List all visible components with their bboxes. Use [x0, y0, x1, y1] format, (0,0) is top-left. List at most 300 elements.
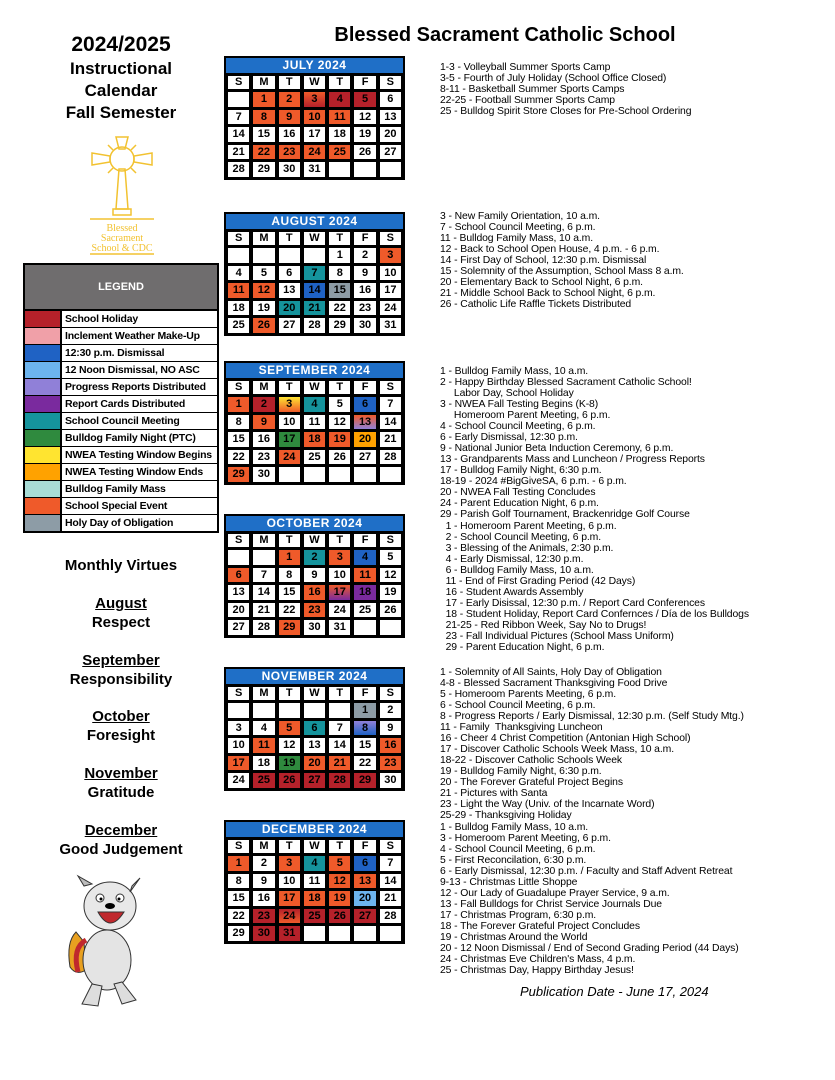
day-cell: 31 [279, 926, 300, 941]
day-cell: 17 [279, 432, 300, 447]
day-cell: 19 [329, 891, 350, 906]
day-cell: 12 [380, 568, 401, 583]
event-item: 14 - First Day of School, 12:30 p.m. Dismissal [440, 255, 647, 266]
day-cell: 30 [253, 467, 274, 482]
event-item: 17 - Bulldog Family Night, 6:30 p.m. [440, 465, 602, 476]
legend-item [25, 515, 217, 532]
month-events [440, 62, 691, 117]
day-cell: 7 [380, 856, 401, 871]
day-cell: 15 [354, 738, 375, 753]
weekday-header: M [253, 232, 274, 245]
day-cell: 27 [279, 318, 300, 333]
day-cell: 19 [279, 756, 300, 771]
day-cell: 22 [329, 301, 350, 316]
month-events [440, 822, 739, 976]
day-cell: 19 [329, 432, 350, 447]
weekday-header: M [253, 76, 274, 89]
event-item: 20 - 12 Noon Dismissal / End of Second Grading Period (44 Days) [440, 943, 739, 954]
empty-cell [380, 926, 401, 941]
legend-label: Bulldog Family Night (PTC) [62, 430, 217, 446]
day-cell: 29 [228, 467, 249, 482]
event-item: 5 - First Reconcilation, 6:30 p.m. [440, 855, 587, 866]
calendar-title-line: Fall Semester [65, 103, 177, 122]
weekday-header: F [354, 76, 375, 89]
calendar-title-line: Calendar [84, 81, 158, 100]
legend-swatch [25, 396, 60, 412]
legend-label: School Special Event [62, 498, 217, 514]
day-cell: 28 [253, 620, 274, 635]
virtue-name: Respect [91, 614, 151, 631]
virtue-name: Gratitude [87, 784, 155, 801]
legend-swatch [25, 430, 60, 446]
day-cell: 27 [380, 145, 401, 160]
day-cell: 23 [304, 603, 325, 618]
legend-label: 12:30 p.m. Dismissal [62, 345, 217, 361]
weekday-header: F [354, 687, 375, 700]
weekday-header: W [304, 76, 325, 89]
legend-label: NWEA Testing Window Ends [62, 464, 217, 480]
day-cell: 20 [279, 301, 300, 316]
weekday-header: W [304, 840, 325, 853]
day-cell: 2 [253, 856, 274, 871]
weekday-header: T [279, 687, 300, 700]
event-item: 21-25 - Red Ribbon Week, Say No to Drugs! [440, 620, 647, 631]
day-cell: 22 [279, 603, 300, 618]
svg-text:School & CDC: School & CDC [91, 243, 153, 254]
month-calendar [224, 56, 405, 180]
weekday-header: S [228, 76, 249, 89]
day-cell: 1 [228, 856, 249, 871]
weekday-header: M [253, 534, 274, 547]
event-item: 26 - Catholic Life Raffle Tickets Distributed [440, 299, 632, 310]
weekday-header: T [279, 534, 300, 547]
day-cell: 29 [354, 773, 375, 788]
day-cell: 20 [380, 127, 401, 142]
day-cell: 1 [329, 248, 350, 263]
weekday-header: T [329, 232, 350, 245]
day-cell: 18 [354, 585, 375, 600]
day-cell: 8 [329, 266, 350, 281]
day-cell: 21 [228, 145, 249, 160]
day-cell: 15 [228, 891, 249, 906]
event-item: 6 - Early Dismissal, 12:30 p.m. [440, 432, 578, 443]
day-cell: 3 [279, 856, 300, 871]
day-cell: 16 [304, 585, 325, 600]
day-cell: 29 [228, 926, 249, 941]
weekday-header: S [380, 534, 401, 547]
event-item: 5 - Homeroom Parents Meeting, 6 p.m. [440, 689, 616, 700]
weekday-header: T [329, 840, 350, 853]
event-item: 9 - National Junior Beta Induction Ceremony, 6 p.m. [440, 443, 674, 454]
day-cell: 11 [354, 568, 375, 583]
day-cell: 22 [228, 450, 249, 465]
month-title: JULY 2024 [226, 58, 403, 73]
day-cell: 5 [380, 550, 401, 565]
event-item: 25 - Christmas Day, Happy Birthday Jesus! [440, 965, 634, 976]
day-cell: 24 [329, 603, 350, 618]
event-item: 8-11 - Basketball Summer Sports Camps [440, 84, 625, 95]
weekday-header: F [354, 534, 375, 547]
empty-cell [380, 162, 401, 177]
day-cell: 18 [304, 432, 325, 447]
event-item: 11 - Family Thanksgiving Luncheon [440, 722, 603, 733]
month-events [440, 366, 705, 520]
legend-item [25, 413, 217, 430]
event-item: Labor Day, School Holiday [440, 388, 574, 399]
day-cell: 30 [304, 620, 325, 635]
legend-swatch [25, 311, 60, 327]
weekday-header: T [329, 687, 350, 700]
month-title: OCTOBER 2024 [226, 516, 403, 531]
legend-swatch [25, 515, 60, 531]
event-item: 29 - Parent Education Night, 6 p.m. [440, 642, 605, 653]
day-cell: 6 [380, 92, 401, 107]
empty-cell [279, 248, 300, 263]
event-item: 20 - The Forever Grateful Project Begins [440, 777, 623, 788]
event-item: 11 - Bulldog Family Mass, 10 a.m. [440, 233, 594, 244]
weekday-header: W [304, 534, 325, 547]
day-cell: 15 [228, 432, 249, 447]
day-cell: 25 [253, 773, 274, 788]
day-cell: 19 [354, 127, 375, 142]
day-cell: 17 [228, 756, 249, 771]
day-cell: 28 [304, 318, 325, 333]
event-item: 23 - Light the Way (Univ. of the Incarnate Word) [440, 799, 655, 810]
day-cell: 16 [253, 432, 274, 447]
event-item: 19 - Bulldog Family Night, 6:30 p.m. [440, 766, 602, 777]
event-item: 1 - Bulldog Family Mass, 10 a.m. [440, 366, 589, 377]
legend-swatch [25, 362, 60, 378]
day-cell: 9 [380, 721, 401, 736]
school-title: Blessed Sacrament Catholic School [334, 24, 676, 46]
day-cell: 20 [354, 891, 375, 906]
weekday-header: S [228, 687, 249, 700]
legend-item [25, 481, 217, 498]
day-cell: 31 [380, 318, 401, 333]
event-item: 19 - Christmas Around the World [440, 932, 588, 943]
day-cell: 25 [228, 318, 249, 333]
day-cell: 18 [329, 127, 350, 142]
day-cell: 5 [354, 92, 375, 107]
day-cell: 15 [279, 585, 300, 600]
day-cell: 4 [329, 92, 350, 107]
day-cell: 5 [329, 397, 350, 412]
weekday-header: W [304, 687, 325, 700]
day-cell: 23 [380, 756, 401, 771]
day-cell: 10 [228, 738, 249, 753]
legend-item [25, 447, 217, 464]
day-cell: 19 [380, 585, 401, 600]
day-cell: 5 [253, 266, 274, 281]
day-cell: 3 [228, 721, 249, 736]
event-item: 4 - Early Dismissal, 12:30 p.m. [440, 554, 584, 565]
legend-item [25, 379, 217, 396]
day-cell: 12 [253, 283, 274, 298]
event-item: 6 - Early Dismissal, 12:30 p.m. / Faculty and Staff Advent Retreat [440, 866, 733, 877]
day-cell: 14 [253, 585, 274, 600]
legend-item [25, 345, 217, 362]
day-cell: 3 [380, 248, 401, 263]
day-cell: 13 [228, 585, 249, 600]
day-cell: 17 [380, 283, 401, 298]
day-cell: 4 [253, 721, 274, 736]
day-cell: 6 [279, 266, 300, 281]
event-item: 13 - Fall Bulldogs for Christ Service Journals Due [440, 899, 662, 910]
day-cell: 8 [279, 568, 300, 583]
empty-cell [228, 92, 249, 107]
day-cell: 7 [253, 568, 274, 583]
event-item: 3 - New Family Orientation, 10 a.m. [440, 211, 600, 222]
event-item: 18 - Student Holiday, Report Card Confernces / Día de los Bulldogs [440, 609, 749, 620]
day-cell: 24 [279, 909, 300, 924]
day-cell: 1 [354, 703, 375, 718]
svg-text:Blessed: Blessed [106, 223, 138, 234]
empty-cell [304, 248, 325, 263]
day-cell: 9 [253, 874, 274, 889]
empty-cell [354, 467, 375, 482]
event-item: 8 - Progress Reports / Early Dismissal, 12:30 p.m. (Self Study Mtg.) [440, 711, 744, 722]
day-cell: 16 [279, 127, 300, 142]
empty-cell [253, 550, 274, 565]
month-calendar [224, 212, 405, 336]
empty-cell [354, 162, 375, 177]
day-cell: 1 [279, 550, 300, 565]
day-cell: 30 [253, 926, 274, 941]
bulldog-icon [62, 872, 152, 1012]
event-item: 25-29 - Thanksgiving Holiday [440, 810, 572, 821]
bulldog-mascot [62, 872, 152, 1012]
day-cell: 4 [304, 397, 325, 412]
weekday-header: T [329, 76, 350, 89]
event-item: 17 - Early Disissal, 12:30 p.m. / Report Card Conferences [440, 598, 705, 609]
weekday-header: F [354, 232, 375, 245]
weekday-header: T [279, 232, 300, 245]
day-cell: 23 [253, 909, 274, 924]
calendar-year: 2024/2025 [71, 33, 171, 56]
event-item: 15 - Solemnity of the Assumption, School Mass 8 a.m. [440, 266, 684, 277]
day-cell: 23 [253, 450, 274, 465]
virtue-month: November [84, 765, 158, 782]
day-cell: 31 [304, 162, 325, 177]
day-cell: 11 [304, 415, 325, 430]
day-cell: 9 [304, 568, 325, 583]
day-cell: 3 [304, 92, 325, 107]
empty-cell [329, 703, 350, 718]
day-cell: 28 [380, 909, 401, 924]
weekday-header: S [228, 232, 249, 245]
empty-cell [354, 620, 375, 635]
legend-swatch [25, 379, 60, 395]
day-cell: 7 [329, 721, 350, 736]
month-calendar [224, 820, 405, 944]
event-item: 12 - Back to School Open House, 4 p.m. - 6 p.m. [440, 244, 660, 255]
day-cell: 11 [304, 874, 325, 889]
day-cell: 14 [329, 738, 350, 753]
event-item: 22-25 - Football Summer Sports Camp [440, 95, 615, 106]
day-cell: 23 [354, 301, 375, 316]
legend-title: LEGEND [25, 265, 217, 311]
day-cell: 9 [253, 415, 274, 430]
empty-cell [380, 467, 401, 482]
legend-label: Progress Reports Distributed [62, 379, 217, 395]
weekday-header: S [228, 840, 249, 853]
legend-item [25, 328, 217, 345]
day-cell: 3 [279, 397, 300, 412]
weekday-header: S [380, 76, 401, 89]
day-cell: 7 [228, 110, 249, 125]
svg-text:Sacrament: Sacrament [100, 233, 144, 244]
day-cell: 11 [329, 110, 350, 125]
empty-cell [253, 703, 274, 718]
day-cell: 13 [304, 738, 325, 753]
day-cell: 25 [304, 909, 325, 924]
day-cell: 8 [253, 110, 274, 125]
legend-label: Inclement Weather Make-Up [62, 328, 217, 344]
legend-item [25, 311, 217, 328]
day-cell: 2 [279, 92, 300, 107]
day-cell: 9 [279, 110, 300, 125]
weekday-header: T [279, 840, 300, 853]
event-item: 3-5 - Fourth of July Holiday (School Office Closed) [440, 73, 667, 84]
month-title: SEPTEMBER 2024 [226, 363, 403, 378]
event-item: 18 - The Forever Grateful Project Concludes [440, 921, 640, 932]
day-cell: 21 [329, 756, 350, 771]
day-cell: 21 [304, 301, 325, 316]
event-item: 4 - School Council Meeting, 6 p.m. [440, 421, 596, 432]
day-cell: 13 [354, 874, 375, 889]
legend-item [25, 396, 217, 413]
weekday-header: M [253, 381, 274, 394]
event-item: 18-22 - Discover Catholic Schools Week [440, 755, 622, 766]
day-cell: 26 [354, 145, 375, 160]
event-item: 16 - Student Awards Assembly [440, 587, 584, 598]
event-item: 17 - Christmas Program, 6:30 p.m. [440, 910, 597, 921]
weekday-header: S [380, 381, 401, 394]
day-cell: 26 [279, 773, 300, 788]
event-item: 7 - School Council Meeting, 6 p.m. [440, 222, 596, 233]
event-item: 1 - Homeroom Parent Meeting, 6 p.m. [440, 521, 617, 532]
event-item: 3 - Blessing of the Animals, 2:30 p.m. [440, 543, 614, 554]
virtue-month: October [92, 708, 150, 725]
empty-cell [253, 248, 274, 263]
day-cell: 21 [253, 603, 274, 618]
day-cell: 30 [279, 162, 300, 177]
day-cell: 13 [279, 283, 300, 298]
weekday-header: F [354, 840, 375, 853]
virtues-title: Monthly Virtues [64, 557, 178, 574]
day-cell: 17 [304, 127, 325, 142]
day-cell: 16 [380, 738, 401, 753]
event-item: 2 - Happy Birthday Blessed Sacrament Catholic School! [440, 377, 692, 388]
day-cell: 28 [380, 450, 401, 465]
day-cell: 27 [354, 909, 375, 924]
weekday-header: M [253, 840, 274, 853]
virtue-name: Responsibility [69, 671, 173, 688]
day-cell: 7 [304, 266, 325, 281]
event-item: 17 - Discover Catholic Schools Week Mass, 10 a.m. [440, 744, 674, 755]
event-item: 18-19 - 2024 #BigGiveSA, 6 p.m. - 6 p.m. [440, 476, 627, 487]
legend-item [25, 362, 217, 379]
empty-cell [279, 703, 300, 718]
weekday-header: W [304, 232, 325, 245]
weekday-header: S [228, 381, 249, 394]
event-item: 25 - Bulldog Spirit Store Closes for Pre-School Ordering [440, 106, 692, 117]
weekday-header: S [380, 232, 401, 245]
event-item: 13 - Grandparents Mass and Luncheon / Progress Reports [440, 454, 705, 465]
day-cell: 26 [380, 603, 401, 618]
day-cell: 1 [228, 397, 249, 412]
day-cell: 22 [228, 909, 249, 924]
weekday-header: T [279, 76, 300, 89]
event-item: 21 - Pictures with Santa [440, 788, 548, 799]
day-cell: 24 [380, 301, 401, 316]
weekday-header: W [304, 381, 325, 394]
event-item: 1-3 - Volleyball Summer Sports Camp [440, 62, 611, 73]
day-cell: 25 [304, 450, 325, 465]
day-cell: 22 [253, 145, 274, 160]
day-cell: 10 [380, 266, 401, 281]
day-cell: 15 [329, 283, 350, 298]
event-item: 4 - School Council Meeting, 6 p.m. [440, 844, 596, 855]
day-cell: 24 [228, 773, 249, 788]
day-cell: 17 [279, 891, 300, 906]
day-cell: 11 [228, 283, 249, 298]
day-cell: 10 [329, 568, 350, 583]
month-calendar [224, 514, 405, 638]
day-cell: 20 [304, 756, 325, 771]
event-item: 21 - Middle School Back to School Night, 6 p.m. [440, 288, 656, 299]
day-cell: 18 [228, 301, 249, 316]
month-events [440, 211, 684, 310]
weekday-header: M [253, 687, 274, 700]
day-cell: 27 [228, 620, 249, 635]
legend-swatch [25, 481, 60, 497]
day-cell: 14 [228, 127, 249, 142]
day-cell: 1 [253, 92, 274, 107]
day-cell: 30 [380, 773, 401, 788]
legend-label: Holy Day of Obligation [62, 515, 217, 531]
event-item: 16 - Cheer 4 Christ Competition (Antonian High School) [440, 733, 691, 744]
day-cell: 2 [354, 248, 375, 263]
day-cell: 5 [329, 856, 350, 871]
virtue-month: September [82, 652, 160, 669]
day-cell: 6 [354, 397, 375, 412]
day-cell: 29 [279, 620, 300, 635]
event-item: 1 - Bulldog Family Mass, 10 a.m. [440, 822, 589, 833]
legend-swatch [25, 413, 60, 429]
day-cell: 4 [228, 266, 249, 281]
day-cell: 14 [380, 874, 401, 889]
event-item: 4-8 - Blessed Sacrament Thanksgiving Food Drive [440, 678, 668, 689]
month-calendar [224, 361, 405, 485]
day-cell: 27 [354, 450, 375, 465]
legend-swatch [25, 498, 60, 514]
empty-cell [329, 926, 350, 941]
event-item: 11 - End of First Grading Period (42 Days) [440, 576, 636, 587]
legend-label: Bulldog Family Mass [62, 481, 217, 497]
day-cell: 20 [354, 432, 375, 447]
weekday-header: S [228, 534, 249, 547]
legend-label: School Holiday [62, 311, 217, 327]
empty-cell [304, 926, 325, 941]
day-cell: 17 [329, 585, 350, 600]
weekday-header: T [329, 381, 350, 394]
day-cell: 24 [279, 450, 300, 465]
day-cell: 6 [228, 568, 249, 583]
day-cell: 3 [329, 550, 350, 565]
legend-swatch [25, 447, 60, 463]
event-item: 20 - Elementary Back to School Night, 6 p.m. [440, 277, 643, 288]
